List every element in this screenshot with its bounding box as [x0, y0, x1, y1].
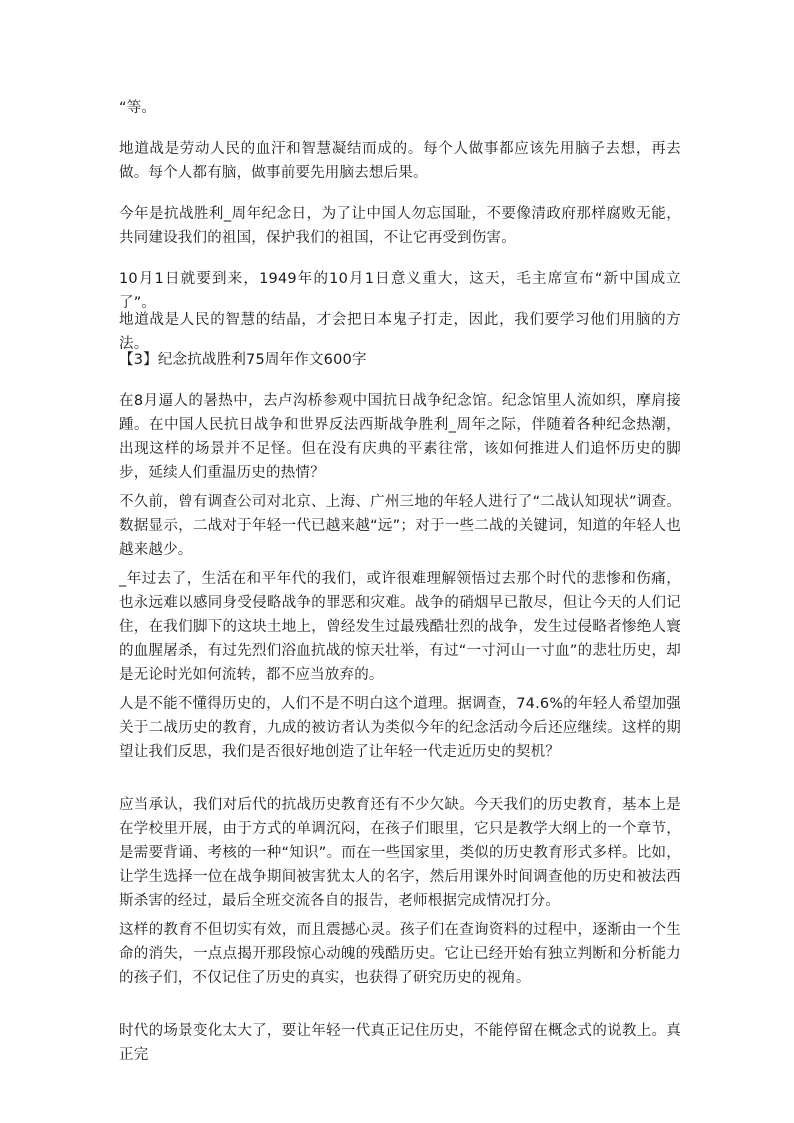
paragraph-survey: 不久前，曾有调查公司对北京、上海、广州三地的年轻人进行了“二战认知现状”调查。数据显示，二战对于年轻一代已越来越“远”；对于一些二战的关键词，知道的年轻人也越来越少。: [119, 494, 681, 558]
paragraph-tunnel-war: 地道战是劳动人民的血汗和智慧凝结而成的。每个人做事都应该先用脑子去想，再去做。每个人都有脑，做事前要先用脑去想后果。: [119, 141, 681, 181]
paragraph-memorial-visit: 在8月逼人的暑热中，去卢沟桥参观中国抗日战争纪念馆。纪念馆里人流如织，摩肩接踵。在中国人民抗日战争和世界反法西斯战争胜利_周年之际，伴随着各种纪念热潮，出现这样的场景并不足怪。但在没有庆典的平素往常，该如何推进人们追怀历史的脚步，延续人们重温历史的热情？: [119, 393, 681, 481]
paragraph-education-shortcomings: 应当承认，我们对后代的抗战历史教育还有不少欠缺。今天我们的历史教育，基本上是在学校里开展，由于方式的单调沉闷，在孩子们眼里，它只是教学大纲上的一个章节，是需要背诵、考核的一种“知识”。而在一些国家里，类似的历史教育形式多样。比如，让学生选择一位在战争期间被害犹太人的名字，然后用课外时间调查他的历史和被法西斯杀害的经过，最后全班交流各自的报告，老师根据完成情况打分。: [119, 797, 681, 909]
paragraph-quote-fragment: “等。: [119, 100, 157, 116]
paragraph-understanding-history: 人是不能不懂得历史的，人们不是不明白这个道理。据调查，74.6%的年轻人希望加强关于二战历史的教育，九成的被访者认为类似今年的纪念活动今后还应继续。这样的期望让我们反思，我们是否很好地创造了让年轻一代走近历史的契机？: [119, 696, 681, 760]
paragraph-wisdom: 地道战是人民的智慧的结晶，才会把日本鬼子打走，因此，我们要学习他们用脑的方法。: [119, 312, 681, 352]
paragraph-era-change: 时代的场景变化太大了，要让年轻一代真正记住历史，不能停留在概念式的说教上。真正完: [119, 1023, 681, 1063]
paragraph-anniversary: 今年是抗战胜利_周年纪念日，为了让中国人勿忘国耻，不要像清政府那样腐败无能，共同建设我们的祖国，保护我们的祖国，不让它再受到伤害。: [119, 206, 681, 246]
paragraph-national-day: 10月1日就要到来，1949年的10月1日意义重大，这天，毛主席宣布“新中国成立了”。: [119, 271, 681, 311]
section-heading: 【3】纪念抗战胜利75周年作文600字: [119, 352, 367, 368]
paragraph-effective-education: 这样的教育不但切实有效，而且震撼心灵。孩子们在查询资料的过程中，逐渐由一个生命的消失，一点点揭开那段惊心动魄的残酷历史。它让已经开始有独立判断和分析能力的孩子们，不仅记住了历史的真实，也获得了研究历史的视角。: [119, 922, 681, 986]
paragraph-peace-era: _年过去了，生活在和平年代的我们，或许很难理解领悟过去那个时代的悲惨和伤痛，也永远难以感同身受侵略战争的罪恶和灾难。战争的硝烟早已散尽，但让今天的人们记住，在我们脚下的这块土地上，曾经发生过最残酷壮烈的战争，发生过侵略者惨绝人寰的血腥屠杀，有过先烈们浴血抗战的惊天壮举，有过“一寸河山一寸血”的悲壮历史，却是无论时光如何流转，都不应当放弃的。: [119, 571, 681, 683]
